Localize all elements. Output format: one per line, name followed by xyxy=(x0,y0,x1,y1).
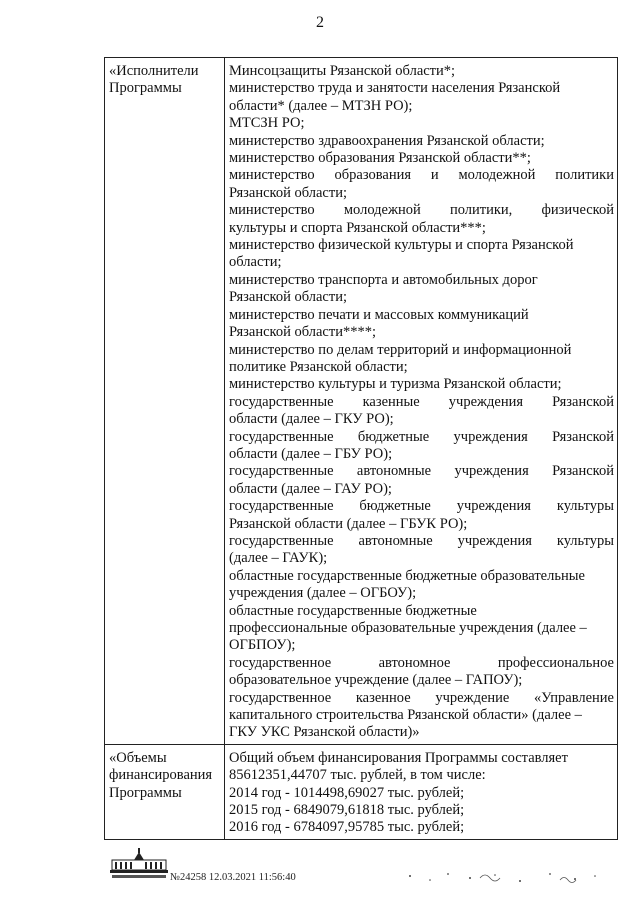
label-line: финансирования xyxy=(109,767,213,784)
row-content xyxy=(225,744,618,839)
content-line: 2014 год - 1014498,69027 тыс. рублей; xyxy=(229,784,465,801)
content-line: области (далее – ГКУ РО); xyxy=(229,411,394,428)
content-line: 85612351,44707 тыс. рублей, в том числе: xyxy=(229,767,486,784)
content-line: областные государственные бюджетные xyxy=(229,602,477,619)
content-line: Общий объем финансирования Программы составляет xyxy=(229,749,568,766)
content-line: образовательное учреждение (далее – ГАПОУ); xyxy=(229,672,523,689)
content-line: министерство труда и занятости населения Рязанской xyxy=(229,80,561,97)
government-building-logo xyxy=(108,846,170,880)
content-line: Минсоцзащиты Рязанской области*; xyxy=(229,63,456,79)
content-line: Рязанской области; xyxy=(229,184,347,201)
content-line: (далее – ГАУК); xyxy=(229,550,328,567)
program-passport-table xyxy=(104,57,618,840)
label-line: «Объемы xyxy=(109,749,167,766)
content-line: министерство здравоохранения Рязанской области; xyxy=(229,132,545,149)
content-line: государственные автономные учреждения культуры xyxy=(229,532,614,549)
content-line: министерство молодежной политики, физической xyxy=(229,202,614,219)
content-line: Рязанской области (далее – ГБУК РО); xyxy=(229,515,468,532)
label-line: Программы xyxy=(109,80,182,97)
content-line: министерство образования Рязанской области**; xyxy=(229,150,531,167)
content-line: учреждения (далее – ОГБОУ); xyxy=(229,585,417,602)
content-line: профессиональные образовательные учреждения (далее – xyxy=(229,620,587,636)
content-line: министерство образования и молодежной политики xyxy=(229,167,614,184)
content-line: области* (далее – МТЗН РО); xyxy=(229,97,413,114)
content-line: министерство по делам территорий и информационной xyxy=(229,341,572,358)
registration-stamp: №24258 12.03.2021 11:56:40 xyxy=(170,872,296,883)
content-line: государственное казенное учреждение «Управление xyxy=(229,689,614,706)
content-line: государственное автономное профессиональное xyxy=(229,654,614,671)
content-line: государственные бюджетные учреждения Рязанской xyxy=(229,428,614,445)
label-line: Программы xyxy=(109,784,182,801)
content-line: МТСЗН РО; xyxy=(229,115,305,132)
table-row xyxy=(105,58,618,745)
content-line: политике Рязанской области; xyxy=(229,358,408,375)
content-line: 2016 год - 6784097,95785 тыс. рублей; xyxy=(229,819,465,836)
content-line: государственные казенные учреждения Рязанской xyxy=(229,393,614,410)
content-line: ОГБПОУ); xyxy=(229,637,296,654)
row-label xyxy=(105,58,225,745)
content-line: 2015 год - 6849079,61818 тыс. рублей; xyxy=(229,802,465,819)
table-row xyxy=(105,744,618,839)
content-line: Рязанской области****; xyxy=(229,324,376,341)
content-line: государственные автономные учреждения Рязанской xyxy=(229,463,614,480)
row-label xyxy=(105,744,225,839)
content-line: министерство печати и массовых коммуникаций xyxy=(229,306,529,323)
content-line: культуры и спорта Рязанской области***; xyxy=(229,219,486,236)
content-line: области (далее – ГБУ РО); xyxy=(229,445,393,462)
content-line: министерство культуры и туризма Рязанской области; xyxy=(229,376,562,393)
content-line: государственные бюджетные учреждения культуры xyxy=(229,498,614,515)
content-line: Рязанской области; xyxy=(229,289,347,306)
label-line: «Исполнители xyxy=(109,63,199,79)
content-line: ГКУ УКС Рязанской области)» xyxy=(229,724,420,741)
content-line: министерство транспорта и автомобильных дорог xyxy=(229,271,538,288)
page-number: 2 xyxy=(316,14,324,31)
content-line: областные государственные бюджетные образовательные xyxy=(229,567,585,584)
content-line: капитального строительства Рязанской области» (далее – xyxy=(229,707,582,724)
row-content xyxy=(225,58,618,745)
content-line: министерство физической культуры и спорта Рязанской xyxy=(229,237,574,254)
content-line: области (далее – ГАУ РО); xyxy=(229,480,392,497)
scan-artifacts xyxy=(400,866,610,890)
content-line: области; xyxy=(229,254,282,271)
